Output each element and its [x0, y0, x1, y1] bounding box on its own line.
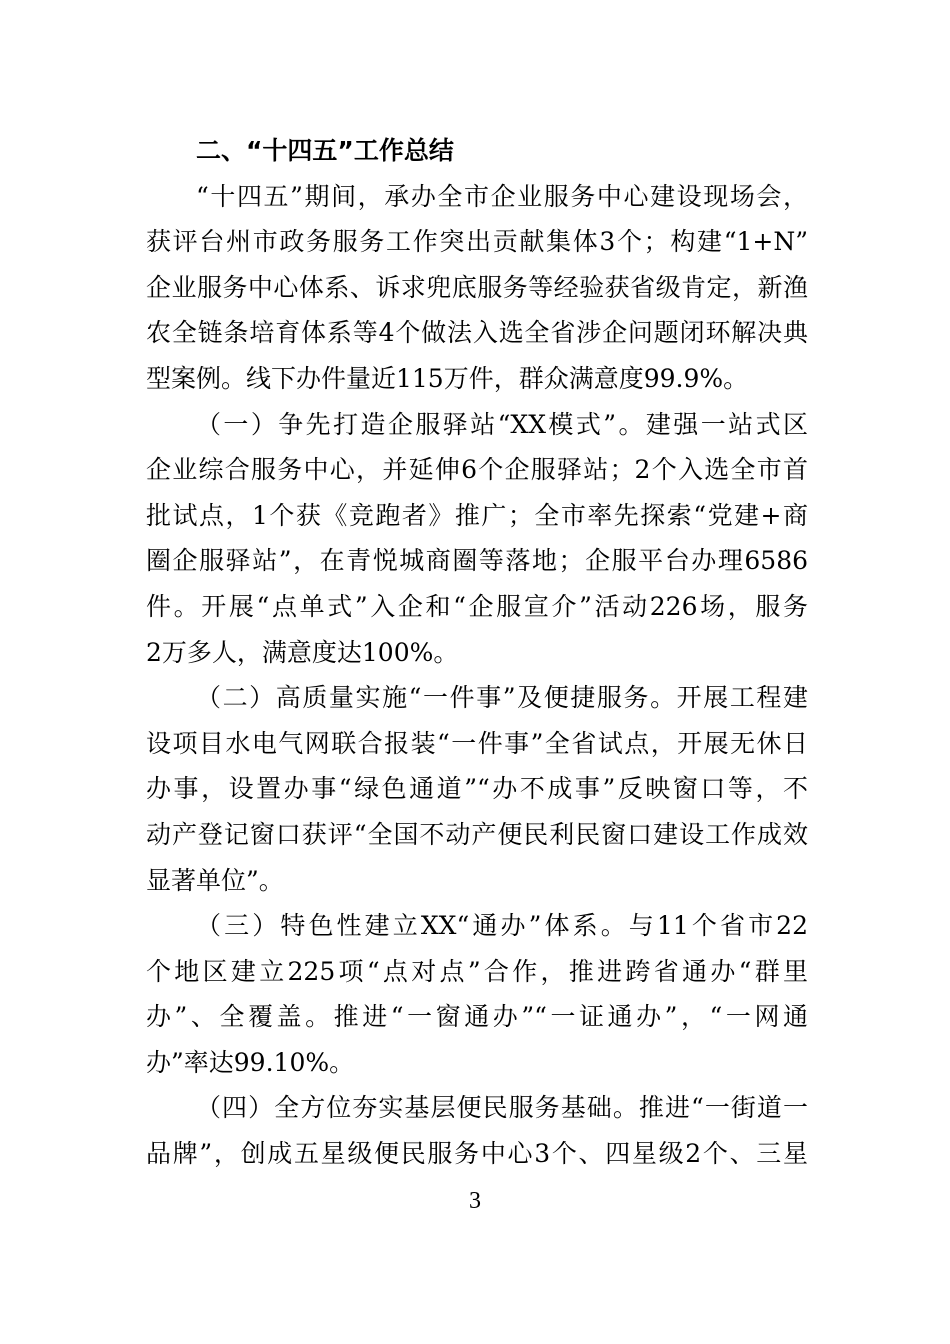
document-body [146, 128, 808, 1177]
paragraph-line: 件。开展“点单式”入企和“企服宣介”活动226场，服务 [146, 591, 808, 621]
paragraph-line: 型案例。线下办件量近115万件，群众满意度99.9%。 [146, 363, 749, 393]
paragraph-line: （一）争先打造企服驿站“XX模式”。建强一站式区 [196, 409, 808, 439]
paragraph-line: （二）高质量实施“一件事”及便捷服务。开展工程建 [196, 683, 808, 713]
paragraph-line: 办”、全覆盖。推进“一窗通办”“一证通办”，“一网通 [146, 1002, 808, 1032]
paragraph-line: 企业综合服务中心，并延伸6个企服驿站；2个入选全市首 [146, 455, 808, 485]
paragraph-item-1 [146, 402, 808, 676]
paragraph-item-3 [146, 903, 808, 1085]
paragraph-line: 圈企服驿站”，在青悦城商圈等落地；企服平台办理6586 [146, 546, 808, 576]
paragraph-line: 企业服务中心体系、诉求兜底服务等经验获省级肯定，新渔 [146, 272, 808, 302]
paragraph-line: “十四五”期间，承办全市企业服务中心建设现场会， [196, 181, 808, 211]
paragraph-line: （四）全方位夯实基层便民服务基础。推进“一街道一 [196, 1093, 808, 1123]
paragraph-line: 设项目水电气网联合报装“一件事”全省试点，开展无休日 [146, 728, 808, 758]
paragraph-line: 个地区建立225项“点对点”合作，推进跨省通办“群里 [146, 956, 808, 986]
paragraph-item-4 [146, 1085, 808, 1176]
section-heading: 二、“十四五”工作总结 [196, 136, 454, 165]
paragraph-item-2 [146, 675, 808, 903]
paragraph-line: 品牌”，创成五星级便民服务中心3个、四星级2个、三星 [146, 1139, 808, 1169]
paragraph-line: 农全链条培育体系等4个做法入选全省涉企问题闭环解决典 [146, 318, 808, 348]
page-number: 3 [469, 1188, 481, 1214]
paragraph-line: 办”率达99.10%。 [146, 1047, 355, 1077]
paragraph-line: （三）特色性建立XX“通办”体系。与11个省市22 [196, 911, 808, 941]
paragraph-line: 获评台州市政务服务工作突出贡献集体3个；构建“1+N” [146, 227, 808, 257]
paragraph-line: 显著单位”。 [146, 865, 284, 895]
paragraph-line: 办事，设置办事“绿色通道”“办不成事”反映窗口等，不 [146, 774, 808, 804]
paragraph-line: 动产登记窗口获评“全国不动产便民利民窗口建设工作成效 [146, 819, 808, 849]
paragraph-line: 批试点，1个获《竞跑者》推广；全市率先探索“党建+商 [146, 500, 808, 530]
paragraph-summary [146, 174, 808, 402]
paragraph-line: 2万多人，满意度达100%。 [146, 637, 459, 667]
